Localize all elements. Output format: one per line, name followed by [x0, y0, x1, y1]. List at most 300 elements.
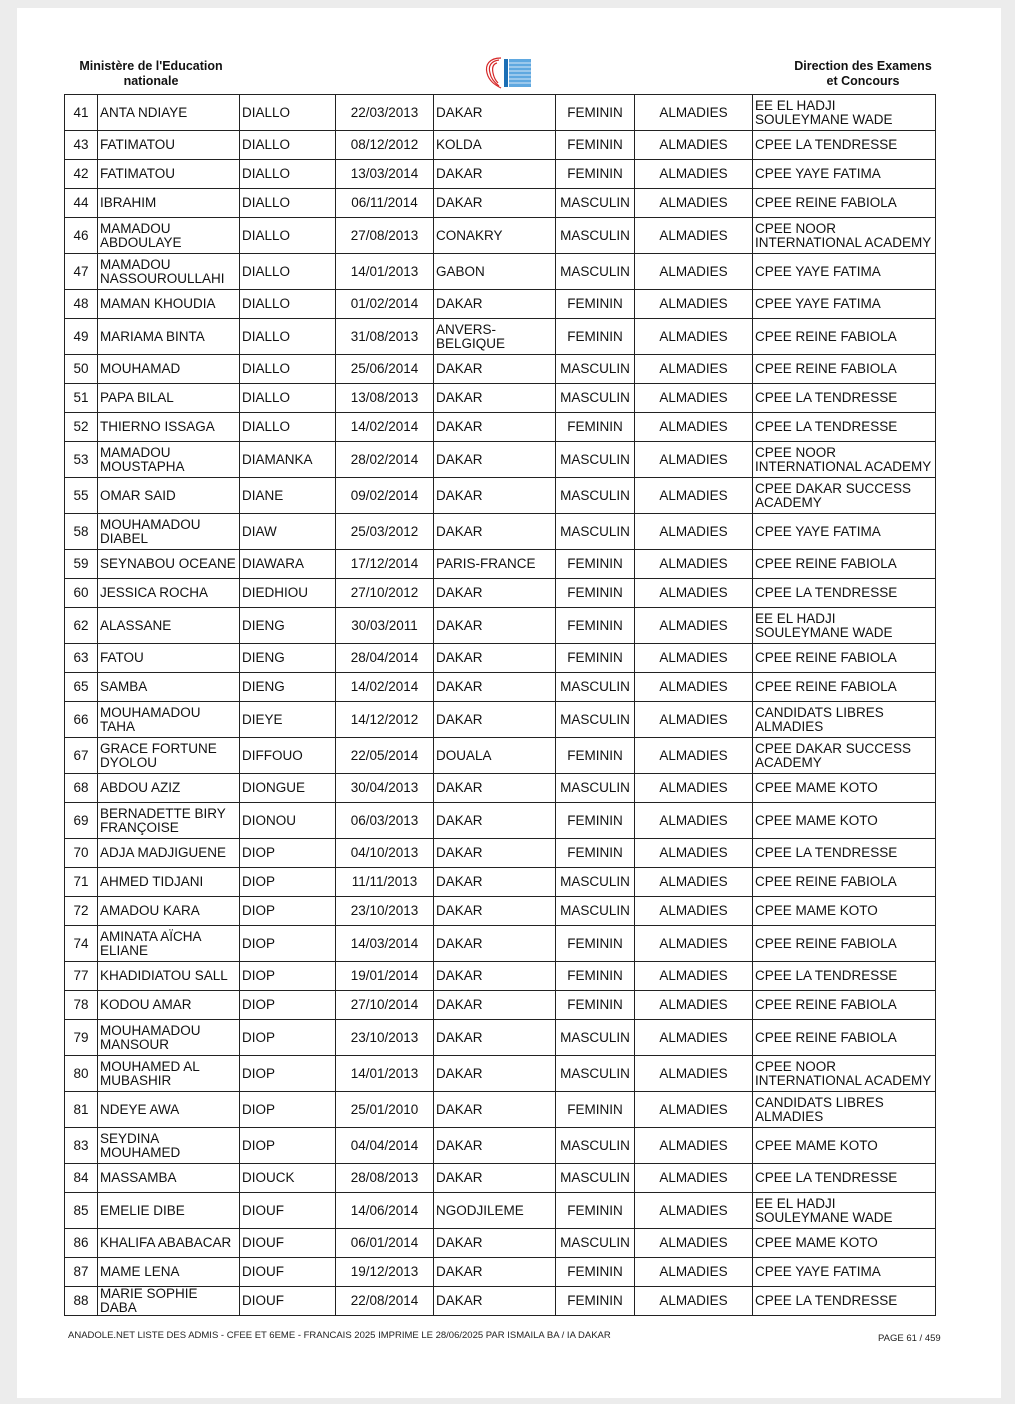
document-page — [17, 8, 1001, 1398]
cell-first-name: ABDOU AZIZ — [98, 774, 240, 803]
cell-birth-place: NGODJILEME — [434, 1193, 556, 1229]
cell-last-name: DIOUF — [240, 1229, 336, 1258]
cell-sex: MASCULIN — [556, 478, 635, 514]
cell-sex: FEMININ — [556, 738, 635, 774]
cell-sex: FEMININ — [556, 839, 635, 868]
cell-birth-place: DAKAR — [434, 189, 556, 218]
cell-first-name: KODOU AMAR — [98, 991, 240, 1020]
cell-center: ALMADIES — [635, 1128, 753, 1164]
cell-school: CPEE LA TENDRESSE — [753, 1164, 936, 1193]
cell-first-name: MAMADOU ABDOULAYE — [98, 218, 240, 254]
cell-sex: MASCULIN — [556, 1056, 635, 1092]
cell-center: ALMADIES — [635, 579, 753, 608]
cell-school: CPEE YAYE FATIMA — [753, 1258, 936, 1287]
cell-birth-date: 28/08/2013 — [336, 1164, 434, 1193]
cell-birth-date: 22/05/2014 — [336, 738, 434, 774]
cell-number: 85 — [65, 1193, 98, 1229]
cell-birth-date: 14/06/2014 — [336, 1193, 434, 1229]
cell-school: CPEE LA TENDRESSE — [753, 579, 936, 608]
cell-center: ALMADIES — [635, 160, 753, 189]
cell-center: ALMADIES — [635, 290, 753, 319]
cell-center: ALMADIES — [635, 926, 753, 962]
cell-center: ALMADIES — [635, 644, 753, 673]
cell-birth-place: DAKAR — [434, 1258, 556, 1287]
cell-school: CPEE DAKAR SUCCESS ACADEMY — [753, 478, 936, 514]
cell-last-name: DIOP — [240, 926, 336, 962]
table-row — [65, 926, 936, 962]
cell-first-name: MAME LENA — [98, 1258, 240, 1287]
cell-sex: MASCULIN — [556, 897, 635, 926]
cell-sex: MASCULIN — [556, 1164, 635, 1193]
cell-first-name: BERNADETTE BIRY FRANÇOISE — [98, 803, 240, 839]
cell-sex: MASCULIN — [556, 868, 635, 897]
cell-center: ALMADIES — [635, 1092, 753, 1128]
cell-school: CPEE YAYE FATIMA — [753, 514, 936, 550]
cell-first-name: NDEYE AWA — [98, 1092, 240, 1128]
table-row — [65, 1056, 936, 1092]
cell-school: CPEE REINE FABIOLA — [753, 355, 936, 384]
cell-center: ALMADIES — [635, 550, 753, 579]
cell-first-name: ADJA MADJIGUENE — [98, 839, 240, 868]
cell-school: CANDIDATS LIBRES ALMADIES — [753, 1092, 936, 1128]
table-row — [65, 897, 936, 926]
cell-last-name: DIOP — [240, 1020, 336, 1056]
cell-center: ALMADIES — [635, 673, 753, 702]
cell-school: EE EL HADJI SOULEYMANE WADE — [753, 1193, 936, 1229]
cell-birth-place: DAKAR — [434, 1164, 556, 1193]
cell-birth-date: 14/03/2014 — [336, 926, 434, 962]
cell-school: CPEE REINE FABIOLA — [753, 189, 936, 218]
cell-number: 70 — [65, 839, 98, 868]
cell-first-name: FATIMATOU — [98, 131, 240, 160]
table-row — [65, 514, 936, 550]
cell-school: CANDIDATS LIBRES ALMADIES — [753, 702, 936, 738]
direction-name-line2: et Concours — [826, 74, 900, 88]
cell-birth-place: PARIS-FRANCE — [434, 550, 556, 579]
cell-birth-date: 04/10/2013 — [336, 839, 434, 868]
cell-birth-date: 25/03/2012 — [336, 514, 434, 550]
cell-number: 84 — [65, 1164, 98, 1193]
cell-sex: MASCULIN — [556, 514, 635, 550]
table-row — [65, 1020, 936, 1056]
cell-number: 44 — [65, 189, 98, 218]
cell-number: 53 — [65, 442, 98, 478]
cell-center: ALMADIES — [635, 1164, 753, 1193]
cell-birth-date: 22/08/2014 — [336, 1287, 434, 1316]
cell-sex: FEMININ — [556, 319, 635, 355]
cell-school: CPEE REINE FABIOLA — [753, 926, 936, 962]
cell-birth-place: DAKAR — [434, 1287, 556, 1316]
cell-center: ALMADIES — [635, 254, 753, 290]
cell-sex: FEMININ — [556, 991, 635, 1020]
table-row — [65, 1193, 936, 1229]
table-row — [65, 355, 936, 384]
cell-first-name: THIERNO ISSAGA — [98, 413, 240, 442]
cell-sex: MASCULIN — [556, 673, 635, 702]
cell-last-name: DIOP — [240, 868, 336, 897]
table-row — [65, 1128, 936, 1164]
cell-school: CPEE LA TENDRESSE — [753, 1287, 936, 1316]
table-row — [65, 1229, 936, 1258]
ministry-logo-icon — [471, 55, 535, 91]
cell-school: CPEE MAME KOTO — [753, 897, 936, 926]
table-row — [65, 644, 936, 673]
cell-birth-place: DAKAR — [434, 644, 556, 673]
table-row — [65, 218, 936, 254]
cell-sex: FEMININ — [556, 1287, 635, 1316]
cell-first-name: SEYNABOU OCEANE — [98, 550, 240, 579]
table-row — [65, 160, 936, 189]
table-row — [65, 702, 936, 738]
table-row — [65, 254, 936, 290]
cell-birth-date: 30/03/2011 — [336, 608, 434, 644]
cell-birth-place: DAKAR — [434, 1092, 556, 1128]
cell-number: 59 — [65, 550, 98, 579]
cell-school: CPEE LA TENDRESSE — [753, 413, 936, 442]
cell-last-name: DIOP — [240, 962, 336, 991]
cell-number: 69 — [65, 803, 98, 839]
cell-birth-place: GABON — [434, 254, 556, 290]
cell-school: EE EL HADJI SOULEYMANE WADE — [753, 608, 936, 644]
cell-center: ALMADIES — [635, 702, 753, 738]
cell-birth-date: 01/02/2014 — [336, 290, 434, 319]
cell-birth-place: DAKAR — [434, 290, 556, 319]
cell-birth-place: DAKAR — [434, 702, 556, 738]
cell-first-name: ANTA NDIAYE — [98, 95, 240, 131]
cell-last-name: DIEDHIOU — [240, 579, 336, 608]
cell-number: 71 — [65, 868, 98, 897]
cell-sex: FEMININ — [556, 926, 635, 962]
table-row — [65, 442, 936, 478]
footer-print-info: ANADOLE.NET LISTE DES ADMIS - CFEE ET 6EME - FRANCAIS 2025 IMPRIME LE 28/06/2025 PAR ISMAILA BA / IA DAKAR — [68, 1330, 611, 1341]
cell-number: 68 — [65, 774, 98, 803]
table-row — [65, 738, 936, 774]
cell-center: ALMADIES — [635, 991, 753, 1020]
table-row — [65, 774, 936, 803]
table-row — [65, 290, 936, 319]
table-row — [65, 839, 936, 868]
cell-birth-place: KOLDA — [434, 131, 556, 160]
cell-center: ALMADIES — [635, 608, 753, 644]
cell-sex: MASCULIN — [556, 189, 635, 218]
cell-birth-date: 13/08/2013 — [336, 384, 434, 413]
cell-center: ALMADIES — [635, 868, 753, 897]
cell-number: 58 — [65, 514, 98, 550]
cell-first-name: KHALIFA ABABACAR — [98, 1229, 240, 1258]
cell-school: CPEE MAME KOTO — [753, 803, 936, 839]
cell-number: 88 — [65, 1287, 98, 1316]
cell-sex: FEMININ — [556, 962, 635, 991]
cell-birth-date: 22/03/2013 — [336, 95, 434, 131]
cell-school: CPEE REINE FABIOLA — [753, 644, 936, 673]
cell-first-name: JESSICA ROCHA — [98, 579, 240, 608]
cell-last-name: DIOP — [240, 839, 336, 868]
cell-birth-date: 25/01/2010 — [336, 1092, 434, 1128]
cell-number: 67 — [65, 738, 98, 774]
cell-birth-place: DAKAR — [434, 413, 556, 442]
cell-last-name: DIALLO — [240, 254, 336, 290]
cell-birth-place: DAKAR — [434, 355, 556, 384]
table-row — [65, 95, 936, 131]
table-row — [65, 868, 936, 897]
cell-birth-date: 11/11/2013 — [336, 868, 434, 897]
table-row — [65, 608, 936, 644]
cell-school: CPEE LA TENDRESSE — [753, 384, 936, 413]
cell-birth-date: 19/12/2013 — [336, 1258, 434, 1287]
cell-last-name: DIONGUE — [240, 774, 336, 803]
cell-birth-date: 09/02/2014 — [336, 478, 434, 514]
cell-last-name: DIOP — [240, 897, 336, 926]
cell-first-name: MOUHAMADOU MANSOUR — [98, 1020, 240, 1056]
table-row — [65, 319, 936, 355]
cell-number: 62 — [65, 608, 98, 644]
cell-school: CPEE MAME KOTO — [753, 1128, 936, 1164]
cell-first-name: MOUHAMED AL MUBASHIR — [98, 1056, 240, 1092]
cell-birth-place: DAKAR — [434, 839, 556, 868]
cell-first-name: SEYDINA MOUHAMED — [98, 1128, 240, 1164]
cell-sex: FEMININ — [556, 608, 635, 644]
cell-number: 80 — [65, 1056, 98, 1092]
cell-center: ALMADIES — [635, 962, 753, 991]
cell-sex: MASCULIN — [556, 1128, 635, 1164]
cell-sex: FEMININ — [556, 803, 635, 839]
cell-sex: MASCULIN — [556, 1229, 635, 1258]
cell-last-name: DIFFOUO — [240, 738, 336, 774]
direction-name-line1: Direction des Examens — [794, 59, 932, 73]
cell-center: ALMADIES — [635, 413, 753, 442]
cell-number: 41 — [65, 95, 98, 131]
cell-last-name: DIALLO — [240, 160, 336, 189]
cell-birth-date: 06/01/2014 — [336, 1229, 434, 1258]
cell-sex: MASCULIN — [556, 218, 635, 254]
cell-first-name: IBRAHIM — [98, 189, 240, 218]
cell-birth-date: 14/02/2014 — [336, 413, 434, 442]
table-row — [65, 1287, 936, 1316]
cell-school: CPEE DAKAR SUCCESS ACADEMY — [753, 738, 936, 774]
cell-number: 47 — [65, 254, 98, 290]
cell-sex: FEMININ — [556, 550, 635, 579]
cell-number: 52 — [65, 413, 98, 442]
cell-first-name: FATIMATOU — [98, 160, 240, 189]
cell-school: CPEE YAYE FATIMA — [753, 290, 936, 319]
table-row — [65, 803, 936, 839]
cell-first-name: MAMADOU NASSOUROULLAHI — [98, 254, 240, 290]
cell-number: 72 — [65, 897, 98, 926]
cell-number: 87 — [65, 1258, 98, 1287]
cell-school: CPEE REINE FABIOLA — [753, 550, 936, 579]
cell-birth-date: 30/04/2013 — [336, 774, 434, 803]
cell-first-name: GRACE FORTUNE DYOLOU — [98, 738, 240, 774]
cell-school: CPEE REINE FABIOLA — [753, 673, 936, 702]
cell-birth-date: 04/04/2014 — [336, 1128, 434, 1164]
cell-birth-place: CONAKRY — [434, 218, 556, 254]
cell-birth-date: 06/03/2013 — [336, 803, 434, 839]
cell-school: CPEE LA TENDRESSE — [753, 839, 936, 868]
cell-birth-place: DAKAR — [434, 1128, 556, 1164]
cell-last-name: DIONOU — [240, 803, 336, 839]
cell-center: ALMADIES — [635, 839, 753, 868]
cell-sex: MASCULIN — [556, 1020, 635, 1056]
table-row — [65, 550, 936, 579]
table-row — [65, 478, 936, 514]
cell-first-name: MOUHAMAD — [98, 355, 240, 384]
cell-last-name: DIALLO — [240, 189, 336, 218]
table-row — [65, 962, 936, 991]
cell-number: 83 — [65, 1128, 98, 1164]
cell-center: ALMADIES — [635, 897, 753, 926]
cell-center: ALMADIES — [635, 1020, 753, 1056]
cell-birth-date: 28/02/2014 — [336, 442, 434, 478]
cell-center: ALMADIES — [635, 514, 753, 550]
cell-school: CPEE YAYE FATIMA — [753, 160, 936, 189]
table-row — [65, 1258, 936, 1287]
cell-birth-place: DAKAR — [434, 991, 556, 1020]
cell-school: CPEE REINE FABIOLA — [753, 991, 936, 1020]
cell-school: CPEE REINE FABIOLA — [753, 1020, 936, 1056]
cell-first-name: ALASSANE — [98, 608, 240, 644]
cell-number: 65 — [65, 673, 98, 702]
cell-center: ALMADIES — [635, 738, 753, 774]
table-row — [65, 579, 936, 608]
cell-birth-date: 27/10/2012 — [336, 579, 434, 608]
exam-direction-header — [773, 59, 953, 89]
page-number: PAGE 61 / 459 — [878, 1333, 941, 1344]
cell-sex: MASCULIN — [556, 442, 635, 478]
cell-first-name: AMINATA AÏCHA ELIANE — [98, 926, 240, 962]
cell-last-name: DIALLO — [240, 218, 336, 254]
cell-number: 78 — [65, 991, 98, 1020]
cell-school: CPEE REINE FABIOLA — [753, 868, 936, 897]
cell-sex: MASCULIN — [556, 355, 635, 384]
cell-school: CPEE NOOR INTERNATIONAL ACADEMY — [753, 1056, 936, 1092]
cell-number: 63 — [65, 644, 98, 673]
ministry-name-line2: nationale — [123, 74, 179, 88]
cell-birth-place: DAKAR — [434, 897, 556, 926]
cell-birth-place: DAKAR — [434, 384, 556, 413]
cell-last-name: DIALLO — [240, 413, 336, 442]
table-row — [65, 991, 936, 1020]
cell-center: ALMADIES — [635, 1229, 753, 1258]
table-row — [65, 413, 936, 442]
cell-last-name: DIEYE — [240, 702, 336, 738]
cell-last-name: DIANE — [240, 478, 336, 514]
cell-center: ALMADIES — [635, 774, 753, 803]
cell-first-name: MARIAMA BINTA — [98, 319, 240, 355]
cell-sex: MASCULIN — [556, 774, 635, 803]
cell-birth-date: 28/04/2014 — [336, 644, 434, 673]
cell-number: 51 — [65, 384, 98, 413]
cell-last-name: DIOP — [240, 991, 336, 1020]
cell-first-name: SAMBA — [98, 673, 240, 702]
cell-last-name: DIAMANKA — [240, 442, 336, 478]
cell-number: 43 — [65, 131, 98, 160]
cell-sex: FEMININ — [556, 95, 635, 131]
cell-last-name: DIENG — [240, 644, 336, 673]
cell-last-name: DIALLO — [240, 95, 336, 131]
cell-center: ALMADIES — [635, 1056, 753, 1092]
cell-first-name: MOUHAMADOU TAHA — [98, 702, 240, 738]
cell-first-name: EMELIE DIBE — [98, 1193, 240, 1229]
cell-last-name: DIOUCK — [240, 1164, 336, 1193]
admitted-candidates-table — [64, 94, 936, 1316]
cell-birth-place: DAKAR — [434, 926, 556, 962]
table-row — [65, 1164, 936, 1193]
ministry-header — [71, 59, 231, 89]
cell-sex: FEMININ — [556, 579, 635, 608]
cell-birth-place: DAKAR — [434, 962, 556, 991]
cell-number: 42 — [65, 160, 98, 189]
cell-center: ALMADIES — [635, 803, 753, 839]
cell-first-name: OMAR SAID — [98, 478, 240, 514]
cell-last-name: DIOUF — [240, 1287, 336, 1316]
cell-birth-place: DAKAR — [434, 868, 556, 897]
cell-first-name: MOUHAMADOU DIABEL — [98, 514, 240, 550]
cell-birth-place: DAKAR — [434, 442, 556, 478]
cell-birth-date: 08/12/2012 — [336, 131, 434, 160]
cell-number: 55 — [65, 478, 98, 514]
cell-birth-date: 14/12/2012 — [336, 702, 434, 738]
cell-number: 48 — [65, 290, 98, 319]
cell-sex: FEMININ — [556, 1193, 635, 1229]
cell-center: ALMADIES — [635, 1287, 753, 1316]
cell-number: 50 — [65, 355, 98, 384]
cell-first-name: AHMED TIDJANI — [98, 868, 240, 897]
cell-center: ALMADIES — [635, 218, 753, 254]
cell-birth-place: DAKAR — [434, 95, 556, 131]
cell-first-name: MAMAN KHOUDIA — [98, 290, 240, 319]
cell-sex: MASCULIN — [556, 702, 635, 738]
cell-center: ALMADIES — [635, 478, 753, 514]
cell-center: ALMADIES — [635, 384, 753, 413]
cell-birth-place: ANVERS-BELGIQUE — [434, 319, 556, 355]
cell-school: CPEE NOOR INTERNATIONAL ACADEMY — [753, 442, 936, 478]
cell-school: EE EL HADJI SOULEYMANE WADE — [753, 95, 936, 131]
cell-birth-place: DAKAR — [434, 1020, 556, 1056]
cell-center: ALMADIES — [635, 131, 753, 160]
cell-school: CPEE LA TENDRESSE — [753, 962, 936, 991]
cell-sex: FEMININ — [556, 1092, 635, 1128]
cell-center: ALMADIES — [635, 319, 753, 355]
cell-school: CPEE MAME KOTO — [753, 774, 936, 803]
cell-birth-date: 14/01/2013 — [336, 254, 434, 290]
cell-birth-place: DAKAR — [434, 673, 556, 702]
cell-birth-place: DAKAR — [434, 160, 556, 189]
cell-last-name: DIOP — [240, 1092, 336, 1128]
cell-first-name: KHADIDIATOU SALL — [98, 962, 240, 991]
cell-first-name: AMADOU KARA — [98, 897, 240, 926]
cell-sex: FEMININ — [556, 160, 635, 189]
ministry-name-line1: Ministère de l'Education — [79, 59, 223, 73]
cell-birth-date: 19/01/2014 — [336, 962, 434, 991]
cell-first-name: MAMADOU MOUSTAPHA — [98, 442, 240, 478]
cell-last-name: DIALLO — [240, 355, 336, 384]
cell-birth-date: 14/02/2014 — [336, 673, 434, 702]
cell-number: 49 — [65, 319, 98, 355]
table-row — [65, 189, 936, 218]
cell-last-name: DIAWARA — [240, 550, 336, 579]
cell-birth-date: 25/06/2014 — [336, 355, 434, 384]
cell-center: ALMADIES — [635, 95, 753, 131]
cell-sex: FEMININ — [556, 413, 635, 442]
cell-birth-place: DAKAR — [434, 803, 556, 839]
cell-birth-place: DAKAR — [434, 514, 556, 550]
cell-last-name: DIALLO — [240, 131, 336, 160]
cell-birth-place: DAKAR — [434, 478, 556, 514]
cell-sex: MASCULIN — [556, 384, 635, 413]
cell-sex: FEMININ — [556, 644, 635, 673]
cell-center: ALMADIES — [635, 355, 753, 384]
cell-number: 79 — [65, 1020, 98, 1056]
